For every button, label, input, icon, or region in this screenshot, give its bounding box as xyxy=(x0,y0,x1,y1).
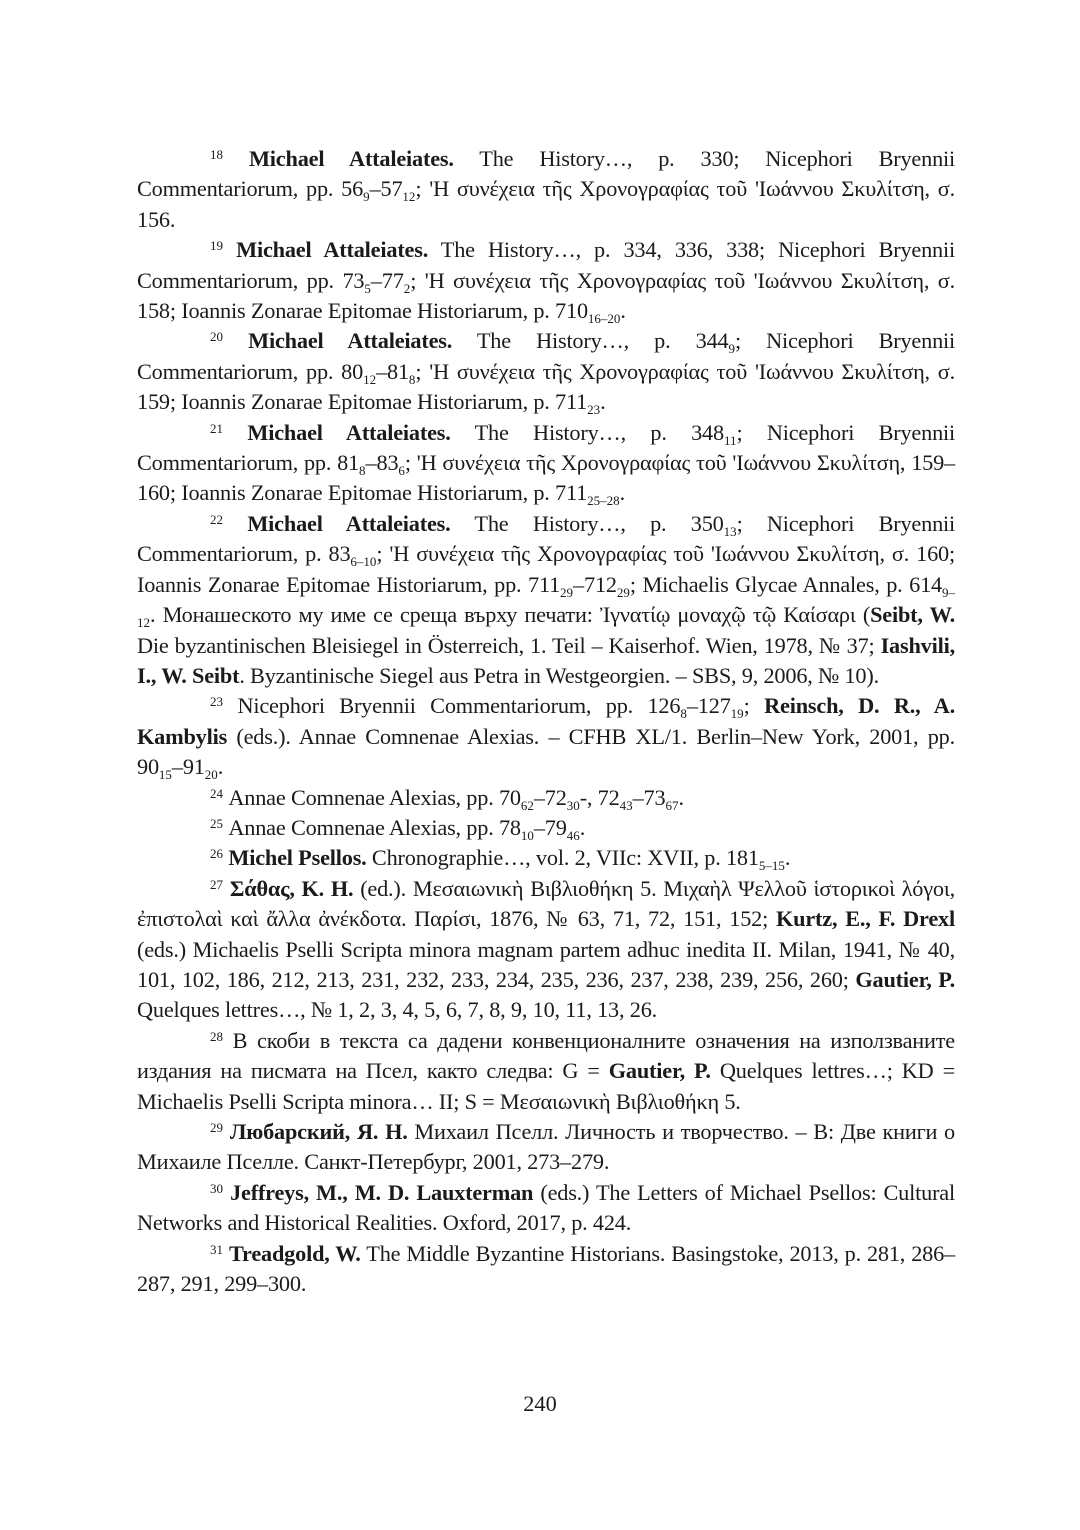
footnote-31 xyxy=(137,1239,955,1300)
footnote-text: . Byzantinische Siegel aus Petra in Westgeorgien. – SBS, 9, 2006, № 10). xyxy=(239,662,879,688)
footnote-author: Michael Attaleiates. xyxy=(248,146,454,171)
footnote-19 xyxy=(137,235,955,326)
footnote-subscript: 8 xyxy=(359,463,366,479)
footnote-text: The History…, p. 334, 336, 338; Nicephori Bryennii Commentariorum, pp. 73 xyxy=(137,237,955,293)
footnote-author: Treadgold, W. xyxy=(229,1240,361,1266)
footnote-text: (eds.). Annae Comnenae Alexias. – CFHB XL/1. Berlin–New York, 2001, pp. 90 xyxy=(137,723,955,780)
footnote-marker: 25 xyxy=(210,815,223,831)
footnote-subscript: 5 xyxy=(364,280,371,296)
footnote-text: ; 'Η συνέχεια τῆς Χρονογραφίας τοῦ 'Ιωάννου Σκυλίτση, σ. 158; Ioannis Zonarae Epitomae Historiarum, p. 710 xyxy=(137,267,955,324)
footnote-text: Quelques lettres…, № 1, 2, 3, 4, 5, 6, 7, 8, 9, 10, 11, 13, 26. xyxy=(137,997,658,1023)
footnote-marker: 28 xyxy=(210,1028,223,1044)
footnote-author: Michael Attaleiates. xyxy=(247,419,451,445)
footnote-21 xyxy=(137,418,955,509)
footnote-text: The History…, p. 350 xyxy=(450,510,724,536)
footnote-subscript: 19 xyxy=(730,706,744,722)
footnotes-list xyxy=(137,144,955,1299)
footnote-27 xyxy=(137,874,955,1026)
footnote-22 xyxy=(137,509,955,691)
footnote-text: . xyxy=(619,480,625,506)
footnote-marker: 19 xyxy=(210,238,223,254)
footnote-subscript: 8 xyxy=(680,706,687,722)
footnote-marker: 24 xyxy=(210,785,223,801)
footnote-author: Σάθας, Κ. Η. xyxy=(229,875,354,901)
footnote-text: ; 'Η συνέχεια τῆς Χρονογραφίας τοῦ 'Ιωάννου Σκυλίτση, σ. 156. xyxy=(137,176,955,232)
footnote-subscript: 29 xyxy=(616,584,630,600)
footnote-text: The History…, p. 344 xyxy=(452,328,729,354)
footnote-text: –72 xyxy=(533,784,567,810)
footnote-marker: 21 xyxy=(210,420,223,436)
footnote-subscript: 12 xyxy=(363,371,377,387)
footnote-text: Annae Comnenae Alexias, pp. 78 xyxy=(228,814,521,840)
footnote-subscript: 30 xyxy=(566,797,580,813)
footnote-subscript: 13 xyxy=(723,523,737,539)
footnote-text: . xyxy=(217,754,224,780)
footnote-subscript: 16–20 xyxy=(587,311,621,327)
footnote-text: Chronographie…, vol. 2, VIIc: XVII, p. 181 xyxy=(366,845,759,871)
footnote-subscript: 9 xyxy=(363,189,370,205)
footnote-subscript: 23 xyxy=(587,402,601,418)
footnote-text: ; xyxy=(743,693,765,719)
footnote-subscript: 5–15 xyxy=(758,858,785,874)
footnote-author: Любарский, Я. Н. xyxy=(229,1119,408,1144)
footnote-marker: 18 xyxy=(210,147,223,162)
footnote-marker: 26 xyxy=(210,846,223,862)
footnote-marker: 31 xyxy=(210,1241,223,1257)
footnote-text: Михаил Пселл. Личность и творчество. – В: Две книги о Михаиле Пселле. Санкт-Петербург, 2001, 273–279. xyxy=(137,1119,956,1175)
footnote-25 xyxy=(137,813,955,843)
footnote-marker: 30 xyxy=(210,1180,223,1196)
footnote-subscript: 9–12 xyxy=(137,584,955,631)
footnote-text: The History…, p. 348 xyxy=(450,419,724,445)
footnote-subscript: 15 xyxy=(158,767,172,783)
footnote-text: (eds.) The Letters of Michael Psellos: Cultural Networks and Historical Realities. Oxford, 2017, p. 424. xyxy=(137,1179,955,1236)
footnote-text: ; 'Η συνέχεια τῆς Χρονογραφίας τοῦ 'Ιωάννου Σκυλίτση, 159–160; Ioannis Zonarae Epitomae Historiarum, p. 711 xyxy=(137,450,955,506)
footnote-text: . xyxy=(784,845,791,871)
footnote-subscript: 12 xyxy=(402,189,416,205)
footnote-marker: 23 xyxy=(210,694,223,710)
footnote-author: Michael Attaleiates. xyxy=(247,510,451,536)
footnote-text: –712 xyxy=(573,571,617,597)
footnote-18 xyxy=(137,144,955,235)
footnote-text: . Монашеското му име се среща върху печати: Ἰγνατίῳ μοναχῷ τῷ Καίσαρι ( xyxy=(150,602,871,628)
footnote-text: ; Nicephori Bryennii Commentariorum, pp. 80 xyxy=(137,328,956,384)
footnote-author: Jeffreys, M., M. D. Lauxterman xyxy=(230,1179,534,1205)
footnote-text: –57 xyxy=(369,176,403,202)
footnote-30 xyxy=(137,1178,955,1239)
footnote-author: Iashvili, I., W. Seibt xyxy=(137,632,955,688)
footnote-subscript: 8 xyxy=(408,371,416,387)
footnote-29 xyxy=(137,1117,955,1178)
footnote-author: Reinsch, D. R., A. Kambylis xyxy=(137,693,956,749)
footnote-text: В скоби в текста са дадени конвенционалните означения на използваните издания на писмата на Псел, както следва: G = xyxy=(137,1027,955,1084)
footnote-text: (ed.). Μεσαιωνικὴ Βιβλιοθήκη 5. Μιχαὴλ Ψελλοῦ ἱστορικοὶ λόγοι, ἐπιστολαὶ καὶ ἄλλα ἀνέκδοτα. Παρίσι, 1876, № 63, 71, 72, 151, 152; xyxy=(137,875,956,932)
footnote-text: Die byzantinischen Bleisiegel in Österreich, 1. Teil – Kaiserhof. Wien, 1978, № 37; xyxy=(137,632,881,658)
footnote-26 xyxy=(137,843,955,873)
footnote-subscript: 29 xyxy=(560,584,574,600)
page-number: 240 xyxy=(523,1391,557,1416)
footnote-author: Kurtz, E., F. Drexl xyxy=(776,906,955,932)
footnote-author: Michel Psellos. xyxy=(228,845,367,871)
footnote-subscript: 10 xyxy=(520,827,534,843)
footnote-text: –79 xyxy=(533,814,567,840)
footnote-text: ; Michaelis Glycae Annales, p. 614 xyxy=(629,571,942,597)
footnote-24 xyxy=(137,783,955,813)
footnote-subscript: 2 xyxy=(403,280,411,296)
footnote-text: . xyxy=(678,784,684,810)
footnote-text: . xyxy=(579,814,586,840)
footnote-text: -, 72 xyxy=(579,784,620,810)
footnote-20 xyxy=(137,326,955,417)
footnote-subscript: 11 xyxy=(723,432,737,448)
footnote-subscript: 6 xyxy=(398,463,405,479)
footnote-author: Seibt, W. xyxy=(870,602,956,628)
footnote-text: Nicephori Bryennii Commentariorum, pp. 126 xyxy=(237,693,681,719)
footnote-text: –73 xyxy=(632,784,666,810)
footnote-text: Quelques lettres…; KD = Michaelis Pselli Scripta minora… II; S = Μεσαιωνικὴ Βιβλιοθήκη 5. xyxy=(137,1058,955,1114)
footnote-marker: 27 xyxy=(210,876,223,892)
footnote-text: (eds.) Michaelis Pselli Scripta minora magnam partem adhuc inedita II. Milan, 1941, № 40, 101, 102, 186, 212, 213, 231, 232, 233, 234, 235, 236, 237, 238, 239, 256, 260; xyxy=(137,936,955,992)
footnote-23 xyxy=(137,691,955,782)
footnote-marker: 20 xyxy=(210,329,223,345)
footnote-text: –91 xyxy=(171,754,205,780)
footnote-text: –127 xyxy=(686,693,731,719)
footnote-text: –77 xyxy=(370,267,404,293)
footnote-subscript: 25–28 xyxy=(587,493,620,509)
footnote-marker: 29 xyxy=(210,1120,223,1135)
footnote-subscript: 62 xyxy=(520,797,534,813)
footnote-subscript: 67 xyxy=(665,797,679,813)
footnote-author: Gautier, P. xyxy=(855,966,955,992)
footnote-text: Annae Comnenae Alexias, pp. 70 xyxy=(228,784,521,810)
footnote-subscript: 9 xyxy=(728,341,735,357)
footnote-text: The History…, p. 330; Nicephori Bryennii Commentariorum, pp. 56 xyxy=(137,146,956,202)
footnote-author: Michael Attaleiates. xyxy=(248,328,453,354)
footnote-text: –81 xyxy=(376,358,409,384)
footnote-subscript: 46 xyxy=(566,827,580,843)
footnote-text: . xyxy=(600,389,606,415)
footnote-28 xyxy=(137,1026,955,1117)
footnote-text: –83 xyxy=(365,450,399,476)
footnote-subscript: 6–10 xyxy=(350,554,377,570)
footnote-text: The Middle Byzantine Historians. Basingstoke, 2013, p. 281, 286–287, 291, 299–300. xyxy=(137,1240,955,1297)
footnote-author: Gautier, P. xyxy=(608,1058,711,1084)
footnote-subscript: 43 xyxy=(619,797,633,813)
footnote-marker: 22 xyxy=(210,511,223,527)
footnote-author: Michael Attaleiates. xyxy=(236,237,429,263)
footnote-text: ; Nicephori Bryennii Commentariorum, p. 83 xyxy=(137,510,956,567)
footnote-text: ; Nicephori Bryennii Commentariorum, pp. 81 xyxy=(137,419,956,476)
footnote-subscript: 20 xyxy=(204,767,218,783)
footnote-text: . xyxy=(620,298,626,324)
footnote-text: ; 'Η συνέχεια τῆς Χρονογραφίας τοῦ 'Ιωάννου Σκυλίτση, σ. 159; Ioannis Zonarae Epitomae Historiarum, p. 711 xyxy=(137,358,955,415)
footnote-text: ; 'Η συνέχεια τῆς Χρονογραφίας τοῦ 'Ιωάννου Σκυλίτση, σ. 160; Ioannis Zonarae Epitomae Historiarum, pp. 711 xyxy=(137,541,955,597)
